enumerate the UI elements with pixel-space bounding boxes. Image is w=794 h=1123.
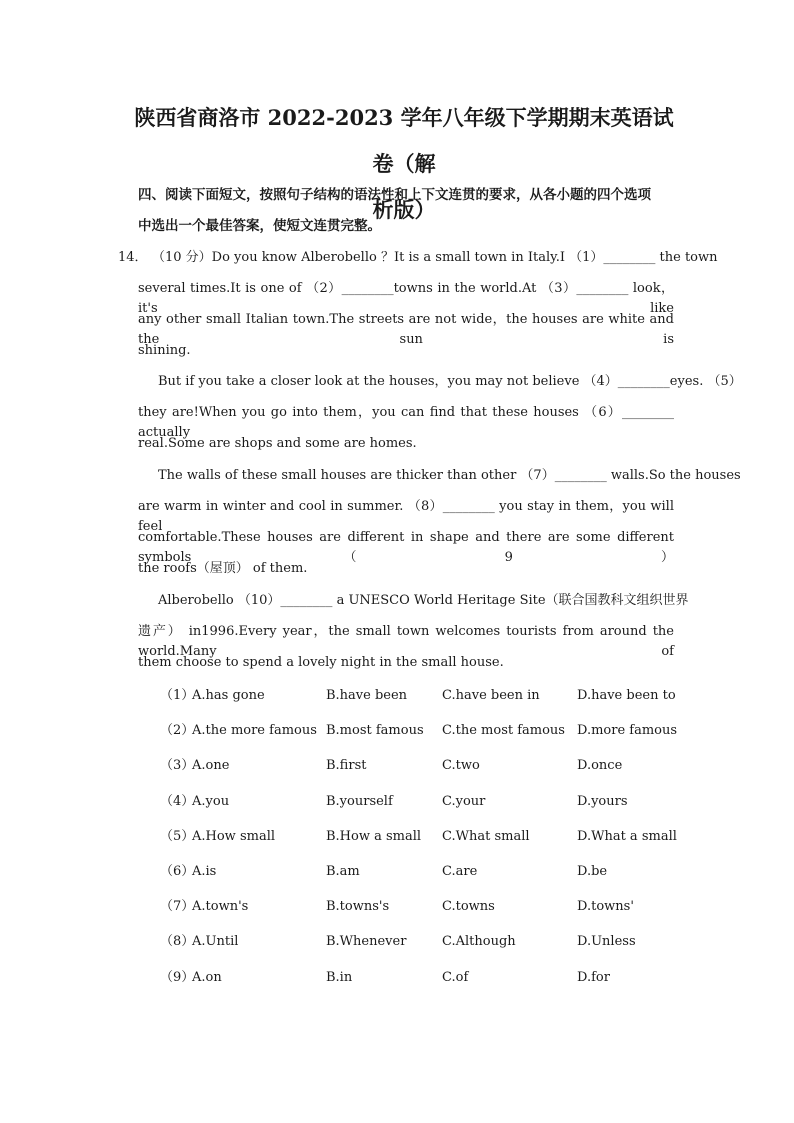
option-c[interactable]: C.of — [442, 970, 469, 985]
option-d[interactable]: D.for — [577, 970, 610, 985]
option-d[interactable]: D.once — [577, 758, 623, 773]
option-c[interactable]: C.What small — [442, 829, 530, 844]
passage-line: the roofs（屋顶） of them. — [138, 561, 308, 576]
passage-line: are warm in winter and cool in summer. （8）________ you stay in them，you will feel — [138, 499, 674, 534]
option-d[interactable]: D.more famous — [577, 723, 678, 738]
option-number: （3） — [160, 758, 195, 773]
option-a[interactable]: A.town's — [192, 899, 249, 914]
title-line-1: 陕西省商洛市 2022-2023 学年八年级下学期期末英语试卷（解 — [134, 105, 674, 176]
option-number: （2） — [160, 723, 195, 738]
option-number: （5） — [160, 829, 195, 844]
passage-line: The walls of these small houses are thicker than other （7）________ walls.So the houses — [158, 468, 741, 483]
option-a[interactable]: A.on — [192, 970, 222, 985]
option-b[interactable]: B.towns's — [326, 899, 390, 914]
option-a[interactable]: A.Until — [192, 934, 239, 949]
section-instruction — [138, 180, 678, 242]
passage-line: Alberobello （10）________ a UNESCO World Heritage Site（联合国教科文组织世界 — [158, 593, 689, 608]
option-a[interactable]: A.the more famous — [192, 723, 317, 738]
option-b[interactable]: B.most famous — [326, 723, 424, 738]
option-c[interactable]: C.Although — [442, 934, 516, 949]
option-row — [160, 897, 680, 917]
title-line-2: 析版） — [372, 197, 436, 222]
option-d[interactable]: D.towns' — [577, 899, 634, 914]
option-c[interactable]: C.the most famous — [442, 723, 565, 738]
passage-line: （10 分）Do you know Alberobello ？It is a small town in Italy.I （1）________ the town — [152, 250, 718, 265]
option-row — [160, 827, 680, 847]
option-b[interactable]: B.How a small — [326, 829, 422, 844]
option-c[interactable]: C.your — [442, 794, 486, 809]
option-b[interactable]: B.first — [326, 758, 367, 773]
instruction-line-2: 中选出一个最佳答案，使短文连贯完整。 — [138, 218, 381, 234]
option-c[interactable]: C.are — [442, 864, 478, 879]
passage-line: shining. — [138, 343, 191, 358]
option-d[interactable]: D.What a small — [577, 829, 677, 844]
option-b[interactable]: B.Whenever — [326, 934, 407, 949]
option-d[interactable]: D.Unless — [577, 934, 636, 949]
option-number: （9） — [160, 970, 195, 985]
passage-line: 遗产） in1996.Every year，the small town welcomes tourists from around the world.Many of — [138, 624, 674, 659]
option-row — [160, 792, 680, 812]
option-number: （7） — [160, 899, 195, 914]
option-row — [160, 968, 680, 988]
passage-line: real.Some are shops and some are homes. — [138, 436, 417, 451]
option-a[interactable]: A.How small — [192, 829, 276, 844]
option-d[interactable]: D.be — [577, 864, 608, 879]
option-number: （6） — [160, 864, 195, 879]
option-number: （8） — [160, 934, 195, 949]
option-b[interactable]: B.have been — [326, 688, 408, 703]
option-a[interactable]: A.one — [192, 758, 230, 773]
option-number: （4） — [160, 794, 195, 809]
option-row — [160, 932, 680, 952]
option-row — [160, 862, 680, 882]
option-b[interactable]: B.yourself — [326, 794, 393, 809]
option-d[interactable]: D.have been to — [577, 688, 676, 703]
instruction-line-1: 四、阅读下面短文，按照句子结构的语法性和上下文连贯的要求，从各小题的四个选项 — [138, 187, 651, 203]
option-row — [160, 756, 680, 776]
option-row — [160, 686, 680, 706]
passage-line: them choose to spend a lovely night in the small house. — [138, 655, 504, 670]
option-c[interactable]: C.two — [442, 758, 480, 773]
passage-line: several times.It is one of （2）________towns in the world.At （3）________ look，it's like — [138, 281, 674, 316]
option-row — [160, 721, 680, 741]
passage-line: comfortable.These houses are different in shape and there are some different symbols （9） — [138, 530, 674, 565]
passage-line: they are!When you go into them，you can find that these houses （6）________ actually — [138, 405, 674, 440]
option-a[interactable]: A.you — [192, 794, 230, 809]
option-b[interactable]: B.am — [326, 864, 360, 879]
passage-line: But if you take a closer look at the houses，you may not believe （4）________eyes. （5） — [158, 374, 742, 389]
passage-line: any other small Italian town.The streets are not wide，the houses are white and the sun is — [138, 312, 674, 347]
option-c[interactable]: C.towns — [442, 899, 495, 914]
option-number: （1） — [160, 688, 195, 703]
option-a[interactable]: A.is — [192, 864, 217, 879]
option-c[interactable]: C.have been in — [442, 688, 540, 703]
option-d[interactable]: D.yours — [577, 794, 628, 809]
question-number: 14． — [118, 250, 148, 265]
option-b[interactable]: B.in — [326, 970, 353, 985]
option-a[interactable]: A.has gone — [192, 688, 265, 703]
